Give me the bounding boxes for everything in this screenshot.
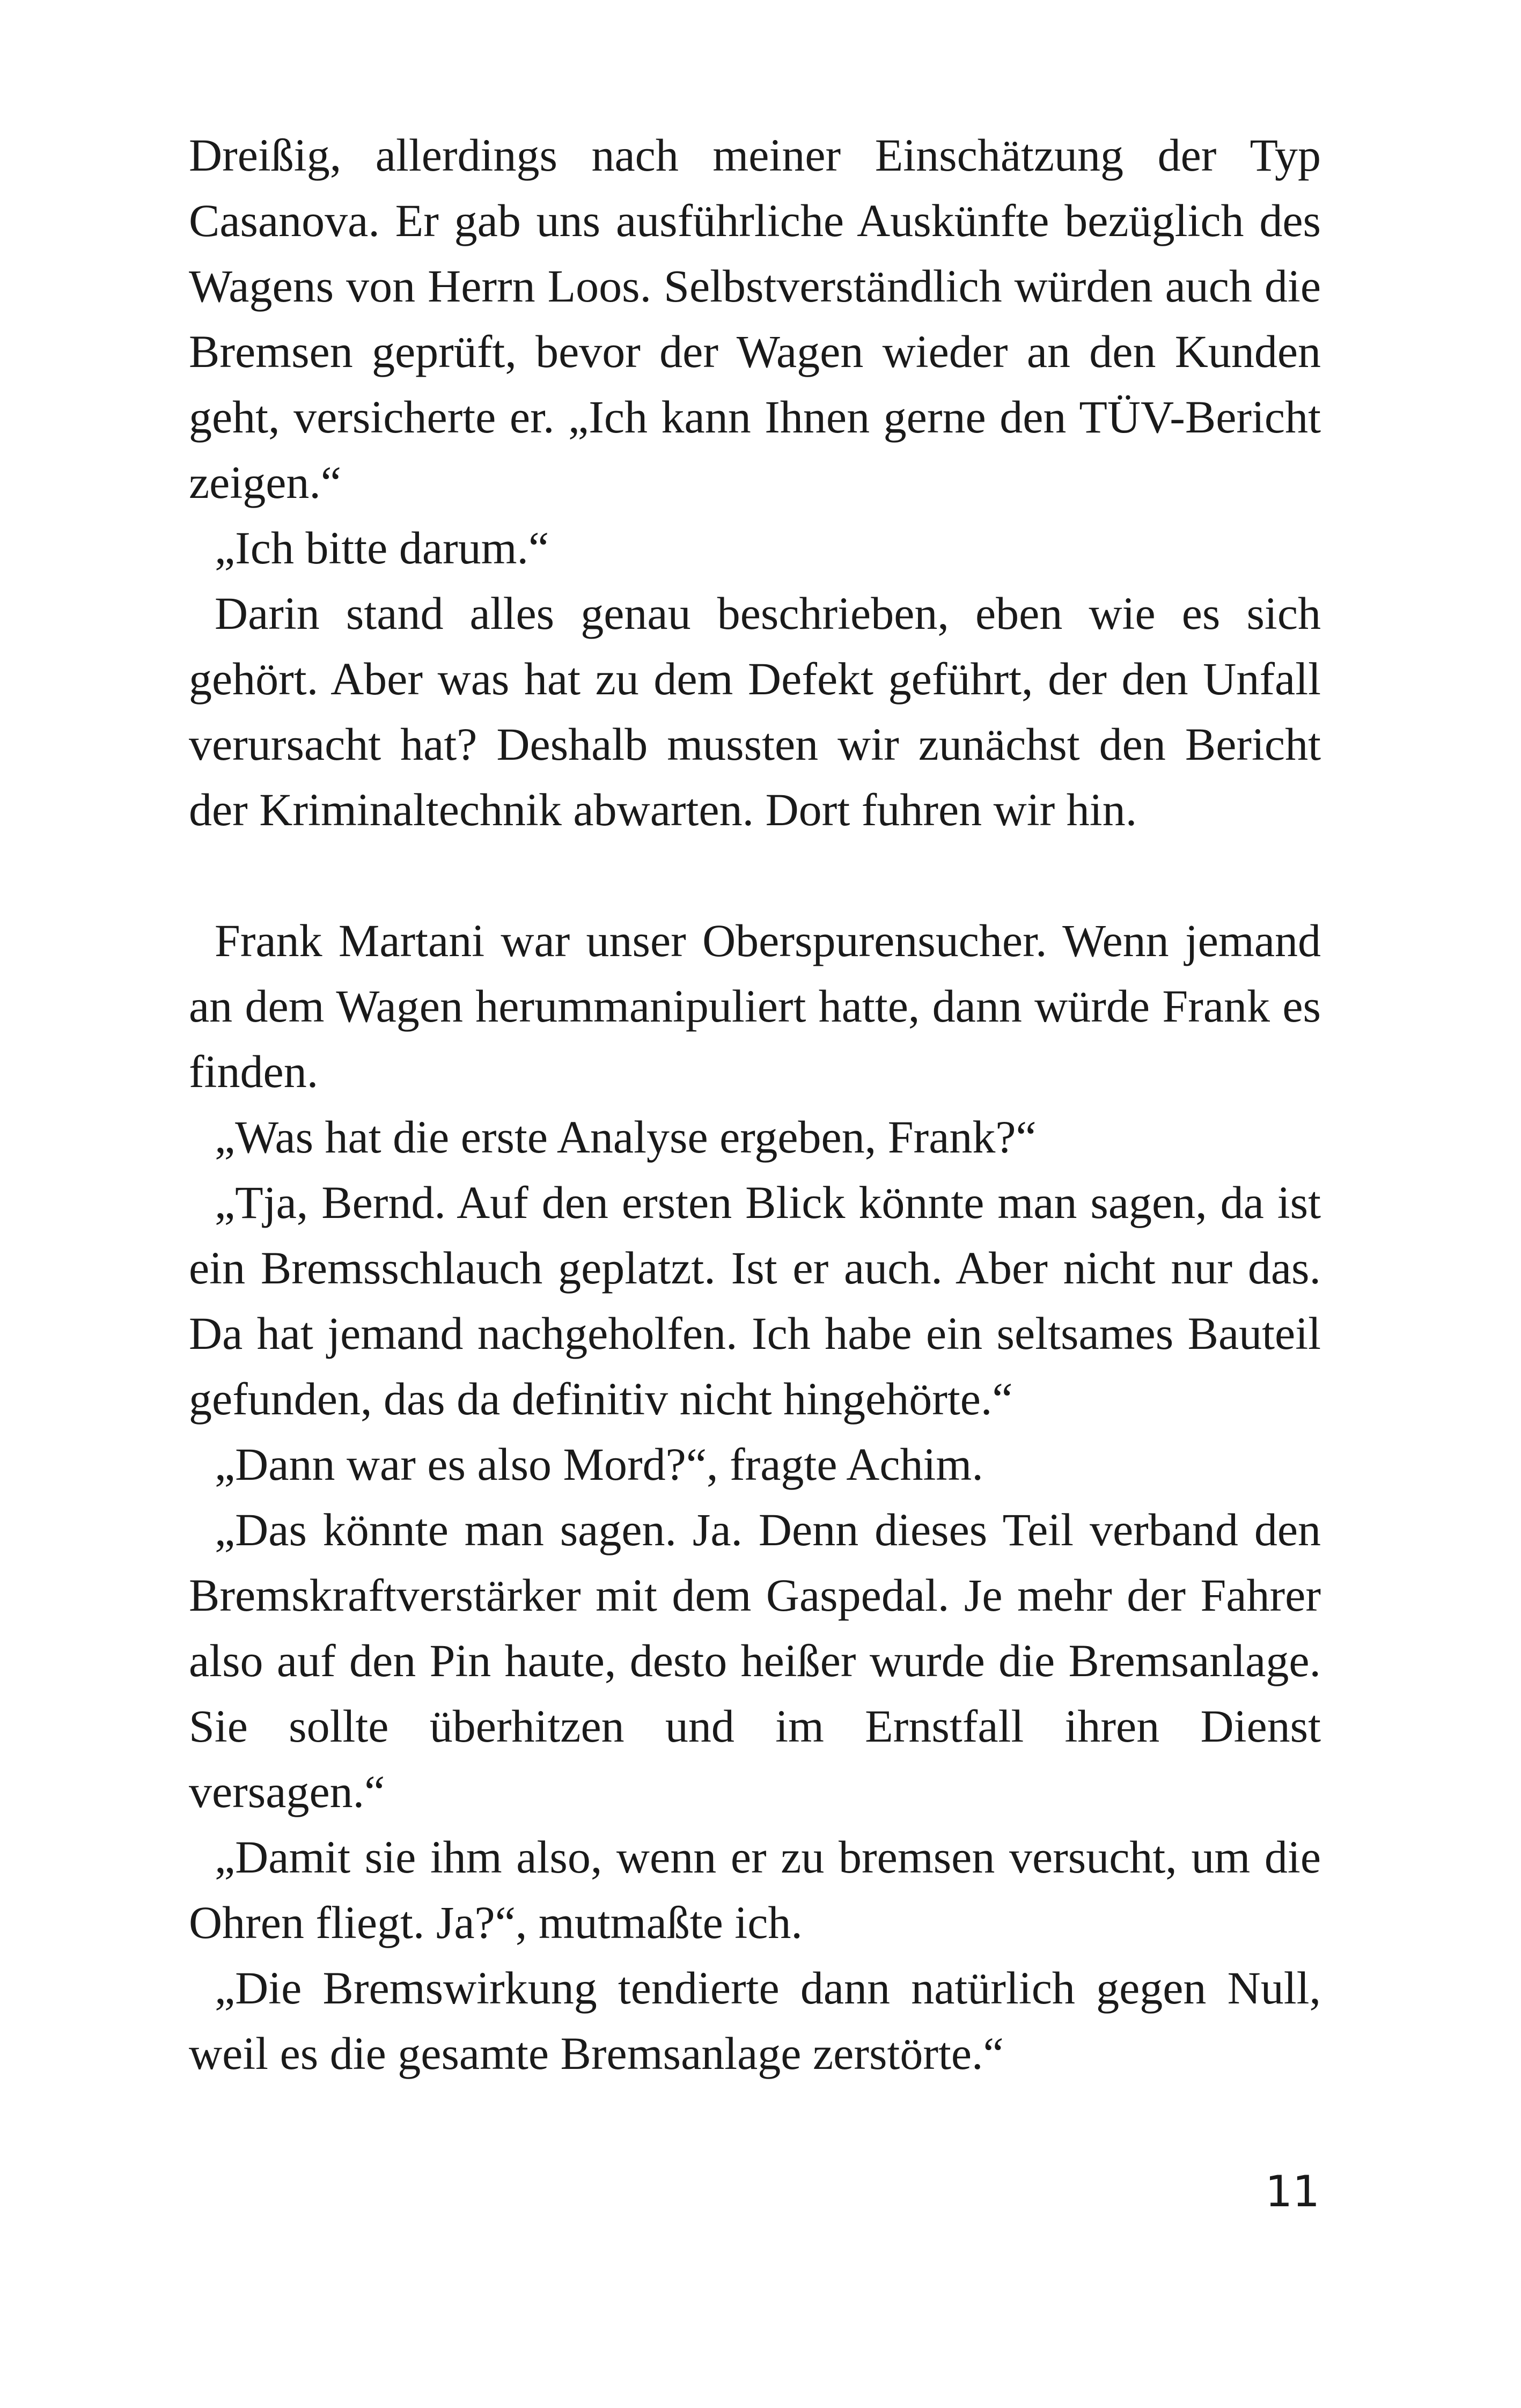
paragraph: „Was hat die erste Analyse ergeben, Frank?“ [215,1111,1037,1163]
body-text [189,122,1321,2086]
paragraph: Dreißig, allerdings nach meiner Einschätzung der Typ Casanova. Er gab uns ausführliche Auskünfte bezüglich des Wagens von Herrn Loos. Selbstverständlich würden auch die Bremsen geprüft, bevor der Wagen wieder an den Kunden geht, versicherte er. „Ich kann Ihnen gerne den TÜV-Bericht zeigen.“ [189,129,1321,508]
paragraph: „Dann war es also Mord?“, fragte Achim. [215,1438,983,1490]
paragraph: „Tja, Bernd. Auf den ersten Blick könnte man sagen, da ist ein Bremsschlauch geplatzt. Ist er auch. Aber nicht nur das. Da hat jemand nachgeholfen. Ich habe ein seltsames Bauteil gefunden, das da definitiv nicht hingehörte.“ [189,1177,1321,1425]
paragraph: Darin stand alles genau beschrieben, eben wie es sich gehört. Aber was hat zu dem Defekt geführt, der den Unfall verursacht hat? Deshalb mussten wir zunächst den Bericht der Kriminaltechnik abwarten. Dort fuhren wir hin. [189,588,1321,835]
page-number: 11 [1265,2167,1320,2216]
paragraph: „Die Bremswirkung tendierte dann natürlich gegen Null, weil es die gesamte Bremsanlage zerstörte.“ [189,1962,1321,2079]
paragraph: „Damit sie ihm also, wenn er zu bremsen versucht, um die Ohren fliegt. Ja?“, mutmaßte ich. [189,1831,1321,1948]
paragraph: Frank Martani war unser Oberspurensucher. Wenn jemand an dem Wagen herummanipuliert hatte, dann würde Frank es finden. [189,915,1321,1097]
paragraph: „Das könnte man sagen. Ja. Denn dieses Teil verband den Bremskraftverstärker mit dem Gaspedal. Je mehr der Fahrer also auf den Pin haute, desto heißer wurde die Bremsanlage. Sie sollte überhitzen und im Ernstfall ihren Dienst versagen.“ [189,1504,1321,1817]
paragraph: „Ich bitte darum.“ [215,522,549,574]
